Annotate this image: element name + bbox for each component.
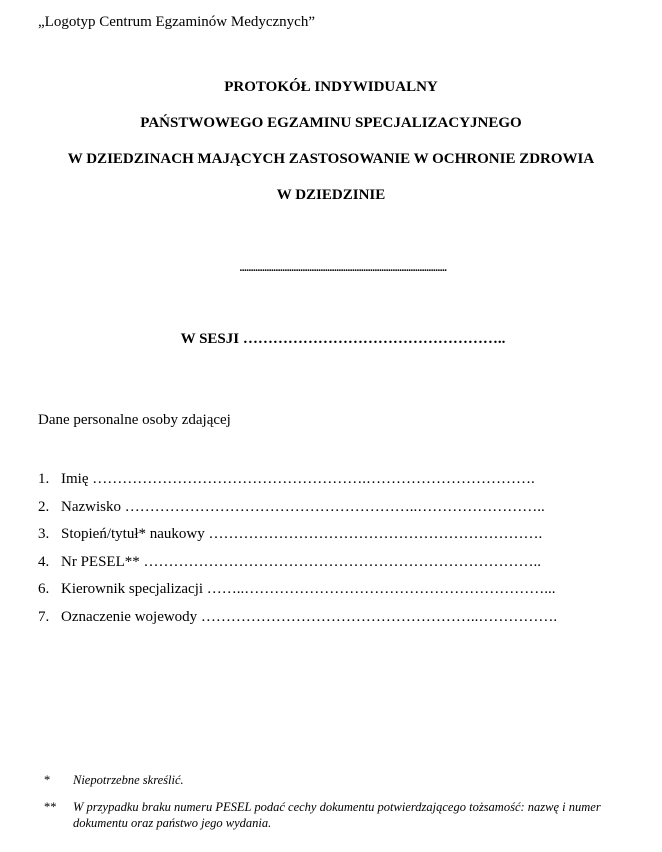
field-voivode-designation: [38, 607, 557, 635]
footnote-single-asterisk: [44, 772, 648, 788]
section-title: Dane personalne osoby zdającej: [38, 412, 231, 428]
footnote-mark: **: [44, 800, 57, 814]
session-line: W SESJI ……………………………………………..: [180, 331, 506, 347]
footnote-text: W przypadku braku numeru PESEL podać cechy dokumentu potwierdzającego tożsamość: nazwę i numer dokumentu oraz państwo jego wydania.: [73, 800, 601, 830]
field-label-pesel: Nr PESEL** ……………………………………………………………………..: [61, 553, 541, 570]
field-number: 4.: [38, 553, 50, 570]
footnote-mark: *: [44, 773, 51, 787]
field-first-name: [38, 469, 557, 497]
footnote-double-asterisk: [44, 799, 648, 831]
field-number: 3.: [38, 526, 50, 543]
field-number: 6.: [38, 581, 50, 598]
field-number: 2.: [38, 498, 50, 515]
logo-placeholder-text: „Logotyp Centrum Egzaminów Medycznych”: [38, 14, 316, 30]
field-label-first-name: Imię ……………………………………………….…………………………….: [61, 471, 535, 487]
field-label-voivode-designation: Oznaczenie wojewody ………………………………………………..…………….: [61, 608, 558, 625]
field-label-academic-degree: Stopień/tytuł* naukowy ………………………………………………………….: [61, 526, 543, 543]
footnote-text: Niepotrzebne skreślić.: [73, 773, 184, 787]
document-title-line-2: PAŃSTWOWEGO EGZAMINU SPECJALIZACYJNEGO: [140, 115, 522, 131]
document-title-line-1: PROTOKÓŁ INDYWIDUALNY: [224, 79, 438, 95]
field-last-name: [38, 497, 557, 525]
personal-data-fields: [38, 469, 557, 635]
field-specialization-supervisor: [38, 579, 557, 607]
domain-placeholder-dots: ............................................................................................: [239, 262, 447, 274]
document-title-line-4: W DZIEDZINIE: [276, 187, 386, 203]
field-label-specialization-supervisor: Kierownik specjalizacji ……..……………………………………………………...: [61, 581, 556, 598]
field-number: 1.: [38, 471, 50, 487]
field-pesel: [38, 552, 557, 580]
document-title-line-3: W DZIEDZINACH MAJĄCYCH ZASTOSOWANIE W OCHRONIE ZDROWIA: [67, 151, 595, 167]
field-number: 7.: [38, 608, 50, 625]
field-label-last-name: Nazwisko …………………………………………………..……………………..: [61, 498, 545, 515]
footnotes: [44, 772, 648, 842]
field-academic-degree: [38, 524, 557, 552]
